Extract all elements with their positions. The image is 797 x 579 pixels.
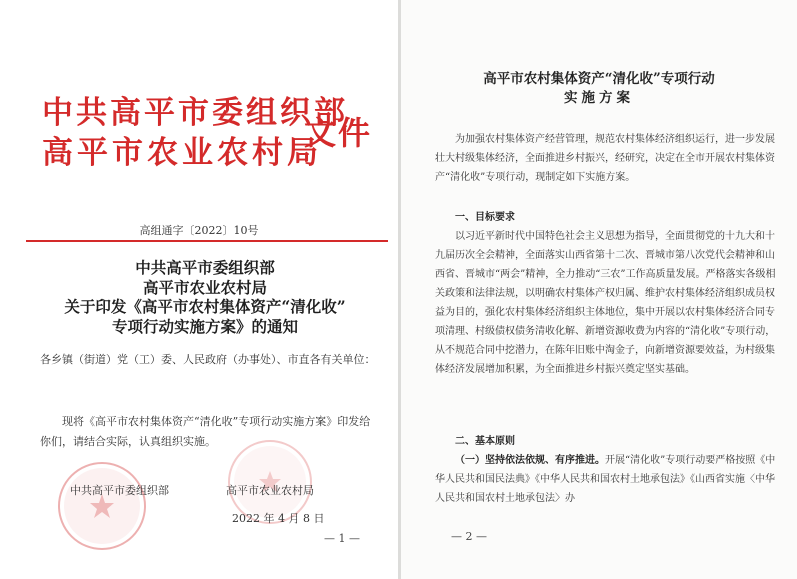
issue-date: 2022 年 4 月 8 日 [232,512,325,525]
notice-title-line: 关于印发《高平市农村集体资产“清化收” [64,297,346,316]
addressee: 各乡镇（街道）党（工）委、人民政府（办事处）、市直各有关单位： [40,353,376,366]
section-heading: 一、目标要求 [455,212,515,223]
intro-paragraph: 为加强农村集体资产经营管理，规范农村集体经济组织运行，进一步发展壮大村级集体经济，全面推进乡村振兴，经研究，决定在全市开展农村集体资产“清化收”专项行动，现制定如下实施方案。 [435,134,775,183]
page-number: — 1 — [324,532,360,545]
section-heading: 二、基本原则 [455,436,515,447]
plan-title [401,70,797,108]
left-page [0,0,398,579]
plan-title-line: 高平市农村集体资产“清化收”专项行动 [483,71,715,87]
red-header-doc-label: 文件 [304,114,373,152]
document-red-header [42,94,372,174]
notice-body [40,412,380,452]
signatory-organization-department: 中共高平市委组织部 [70,484,169,497]
red-header-line-2: 高平市农业农村局 [42,135,322,171]
notice-title-line: 专项行动实施方案》的通知 [111,316,298,336]
red-divider-line [26,240,388,242]
subsection-heading: （一）坚持依法依规、有序推进。 [455,455,605,466]
right-page [401,0,797,579]
section-paragraph: 以习近平新时代中国特色社会主义思想为指导，全面贯彻党的十九大和十九届历次全会精神，全面落实山西省第十二次、晋城市第八次党代会精神和山西省、晋城市“两会”精神，全力推动“三农”工作高质量发展。严格落实各级相关政策和法律法规，以明确农村集体产权归属、维护农村集体经济组织成员权益为目的，强化农村集体经济组织主体地位，集中开展以农村集体经济合同专项清理、村级债权债务清收化解、新增资源收费为内容的“清化收”专项行动，从不规范合同中挖潜力，在陈年旧账中淘金子，向新增资源要效益，为村级集体经济发展增加积累，为全面推进乡村振兴奠定坚实基础。 [435,231,776,375]
official-seal-left [58,462,146,550]
notice-body-paragraph: 现将《高平市农村集体资产“清化收”专项行动实施方案》印发给你们，请结合实际，认真组织实施。 [40,415,371,448]
subsection-body: 开展“清化收”专项行动要严格按照《中华人民共和国民法典》《中华人民共和国农村土地承包法》《山西省实施〈中华人民共和国农村土地承包法〉办 [435,455,776,504]
page-number: — 2 — [451,530,487,543]
plan-title-line: 实施方案 [564,90,634,106]
notice-title-line: 高平市农业农村局 [142,277,267,297]
section-paragraph [435,451,779,508]
red-header-line-1: 中共高平市委组织部 [42,95,348,131]
document-number: 高组通字〔2022〕10号 [139,224,259,237]
notice-title [40,258,370,336]
signatory-agriculture-bureau: 高平市农业农村局 [226,484,314,497]
notice-title-line: 中共高平市委组织部 [135,258,275,277]
